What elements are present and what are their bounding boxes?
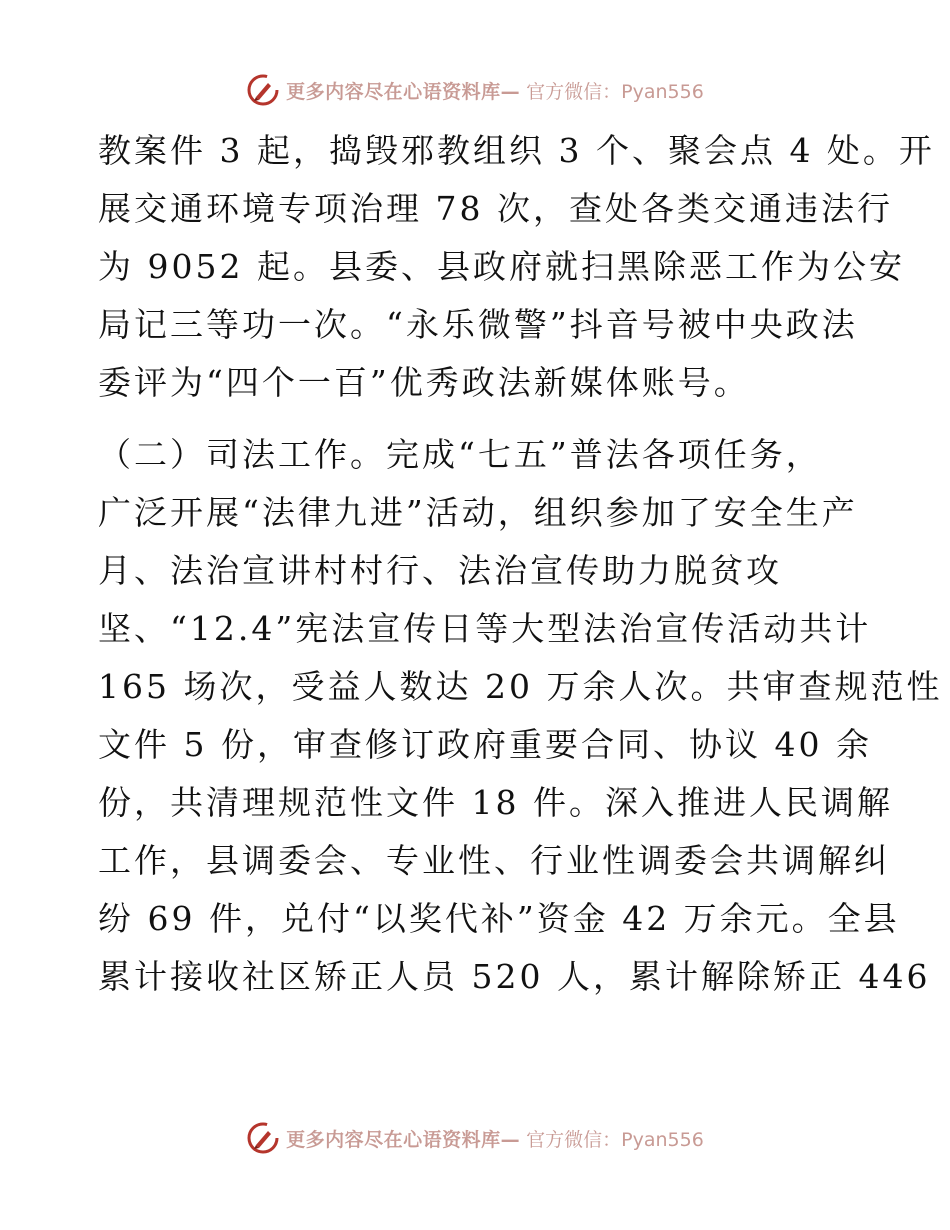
footer-contact-text: 官方微信：Pyan556: [526, 1128, 704, 1151]
text-line: 月、法治宣讲村村行、法治宣传助力脱贫攻: [98, 551, 782, 590]
text-line: 纷 69 件，兑付“以奖代补”资金 42 万余元。全县: [98, 899, 900, 938]
header-watermark: [0, 70, 950, 110]
paragraph-1: [98, 122, 935, 412]
paragraph-2: [98, 426, 943, 1006]
pen-logo-icon: [246, 1121, 280, 1155]
text-line: 工作，县调委会、专业性、行业性调委会共调解纠: [98, 841, 890, 880]
paragraph-spacer: [98, 412, 858, 426]
text-line: （二）司法工作。完成“七五”普法各项任务，: [98, 435, 822, 474]
text-line: 局记三等功一次。“永乐微警”抖音号被中央政法: [98, 305, 858, 344]
document-body: [98, 122, 943, 1006]
text-line: 委评为“四个一百”优秀政法新媒体账号。: [98, 363, 750, 402]
pen-logo-icon: [246, 73, 280, 107]
footer-brand-text: 更多内容尽在心语资料库—: [286, 1128, 521, 1151]
text-line: 展交通环境专项治理 78 次，查处各类交通违法行: [98, 189, 893, 228]
text-line: 为 9052 起。县委、县政府就扫黑除恶工作为公安: [98, 247, 905, 286]
text-line: 累计接收社区矫正人员 520 人，累计解除矫正 446: [98, 957, 931, 996]
text-line: 份，共清理规范性文件 18 件。深入推进人民调解: [98, 783, 893, 822]
text-line: 教案件 3 起，捣毁邪教组织 3 个、聚会点 4 处。开: [98, 131, 935, 170]
text-line: 坚、“12.4”宪法宣传日等大型法治宣传活动共计: [98, 609, 872, 648]
footer-watermark: [0, 1118, 950, 1158]
header-brand-text: 更多内容尽在心语资料库—: [286, 80, 521, 103]
text-line: 文件 5 份，审查修订政府重要合同、协议 40 余: [98, 725, 872, 764]
text-line: 广泛开展“法律九进”活动，组织参加了安全生产: [98, 493, 858, 532]
header-contact-text: 官方微信：Pyan556: [526, 80, 704, 103]
text-line: 165 场次，受益人数达 20 万余人次。共审查规范性: [98, 667, 943, 706]
